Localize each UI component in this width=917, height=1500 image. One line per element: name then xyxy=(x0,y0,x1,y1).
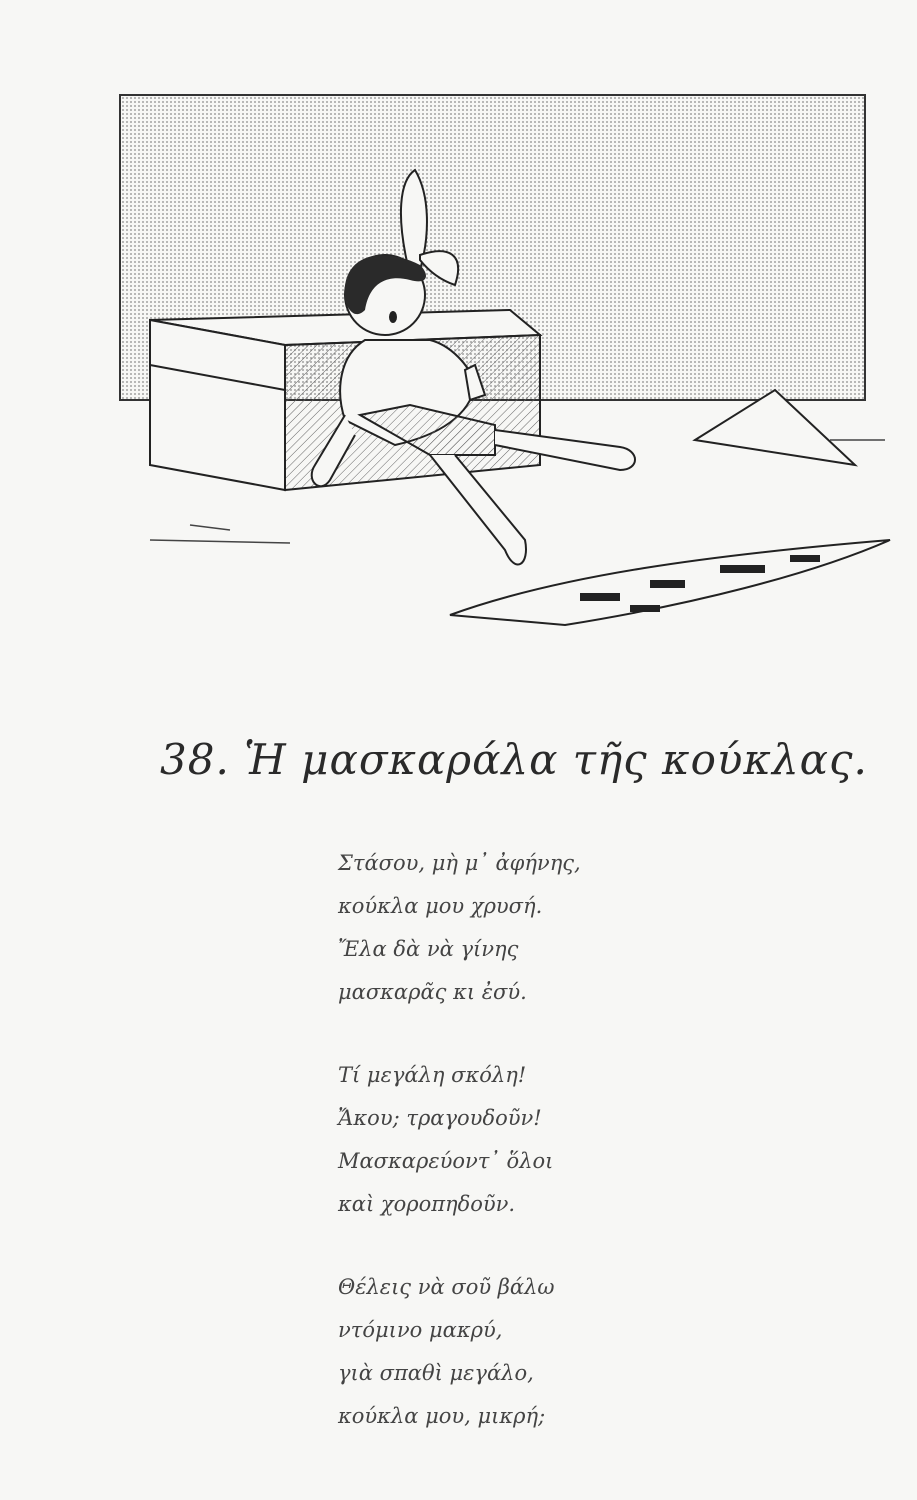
poem-line: Θέλεις νὰ σοῦ βάλω xyxy=(338,1275,555,1299)
poem-line: Στάσου, μὴ μ᾽ ἀφήνης, xyxy=(338,851,581,875)
poem-line: Ἄκου; τραγουδοῦν! xyxy=(338,1106,542,1130)
poem-line: Τί μεγάλη σκόλη! xyxy=(338,1063,527,1087)
poem-line: κούκλα μου, μικρή; xyxy=(338,1404,546,1428)
paper-triangle xyxy=(695,390,855,465)
stanza xyxy=(338,1266,581,1438)
stanza xyxy=(338,842,581,1014)
poem-line: Μασκαρεύοντ᾽ ὅλοι xyxy=(338,1149,554,1173)
poem-line: γιὰ σπαθὶ μεγάλο, xyxy=(338,1361,534,1385)
doll-illustration xyxy=(110,85,900,645)
poem-line: καὶ χοροπηδοῦν. xyxy=(338,1192,516,1216)
poem-line: κούκλα μου χρυσή. xyxy=(338,894,543,918)
poem-line: ντόμινο μακρύ, xyxy=(338,1318,503,1342)
poem-body xyxy=(338,842,581,1478)
stanza xyxy=(338,1054,581,1226)
poem-title: 38. Ἡ μασκαράλα τῆς κούκλας. xyxy=(160,735,868,784)
poem-line: Ἔλα δὰ νὰ γίνης xyxy=(338,937,519,961)
poem-line: μασκαρᾶς κι ἐσύ. xyxy=(338,980,527,1004)
